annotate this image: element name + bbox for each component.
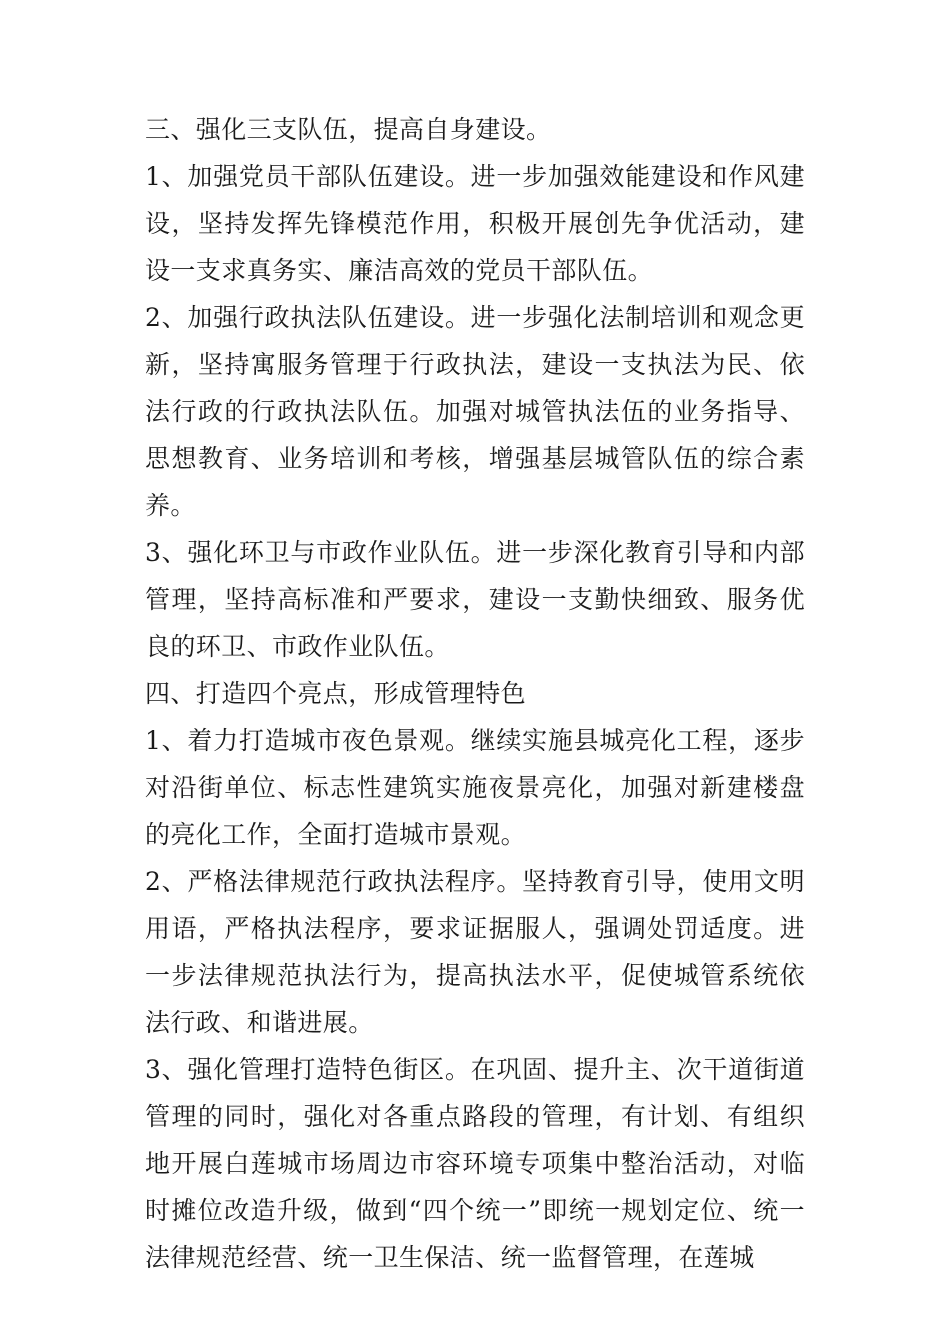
section-heading-four: 四、打造四个亮点，形成管理特色 (145, 679, 527, 708)
document-body (145, 106, 805, 1281)
paragraph-party-cadre-team: 1、加强党员干部队伍建设。进一步加强效能建设和作风建设，坚持发挥先锋模范作用，积极开展创先争优活动，建设一支求真务实、廉洁高效的党员干部队伍。 (145, 162, 805, 285)
paragraph-sanitation-team: 3、强化环卫与市政作业队伍。进一步深化教育引导和内部管理，坚持高标准和严要求，建设一支勤快细致、服务优良的环卫、市政作业队伍。 (145, 538, 805, 661)
section-heading-three: 三、强化三支队伍，提高自身建设。 (145, 115, 552, 144)
paragraph-featured-streets: 3、强化管理打造特色街区。在巩固、提升主、次干道街道管理的同时，强化对各重点路段的管理，有计划、有组织地开展白莲城市场周边市容环境专项集中整治活动，对临时摊位改造升级，做到“四个统一”即统一规划定位、统一法律规范经营、统一卫生保洁、统一监督管理，在莲城 (145, 1055, 805, 1272)
paragraph-night-landscape: 1、着力打造城市夜色景观。继续实施县城亮化工程，逐步对沿街单位、标志性建筑实施夜景亮化，加强对新建楼盘的亮化工作，全面打造城市景观。 (145, 726, 805, 849)
paragraph-enforcement-procedure: 2、严格法律规范行政执法程序。坚持教育引导，使用文明用语，严格执法程序，要求证据服人，强调处罚适度。进一步法律规范执法行为，提高执法水平，促使城管系统依法行政、和谐进展。 (145, 867, 805, 1037)
paragraph-law-enforcement-team: 2、加强行政执法队伍建设。进一步强化法制培训和观念更新，坚持寓服务管理于行政执法，建设一支执法为民、依法行政的行政执法队伍。加强对城管执法伍的业务指导、思想教育、业务培训和考核，增强基层城管队伍的综合素养。 (145, 303, 805, 520)
